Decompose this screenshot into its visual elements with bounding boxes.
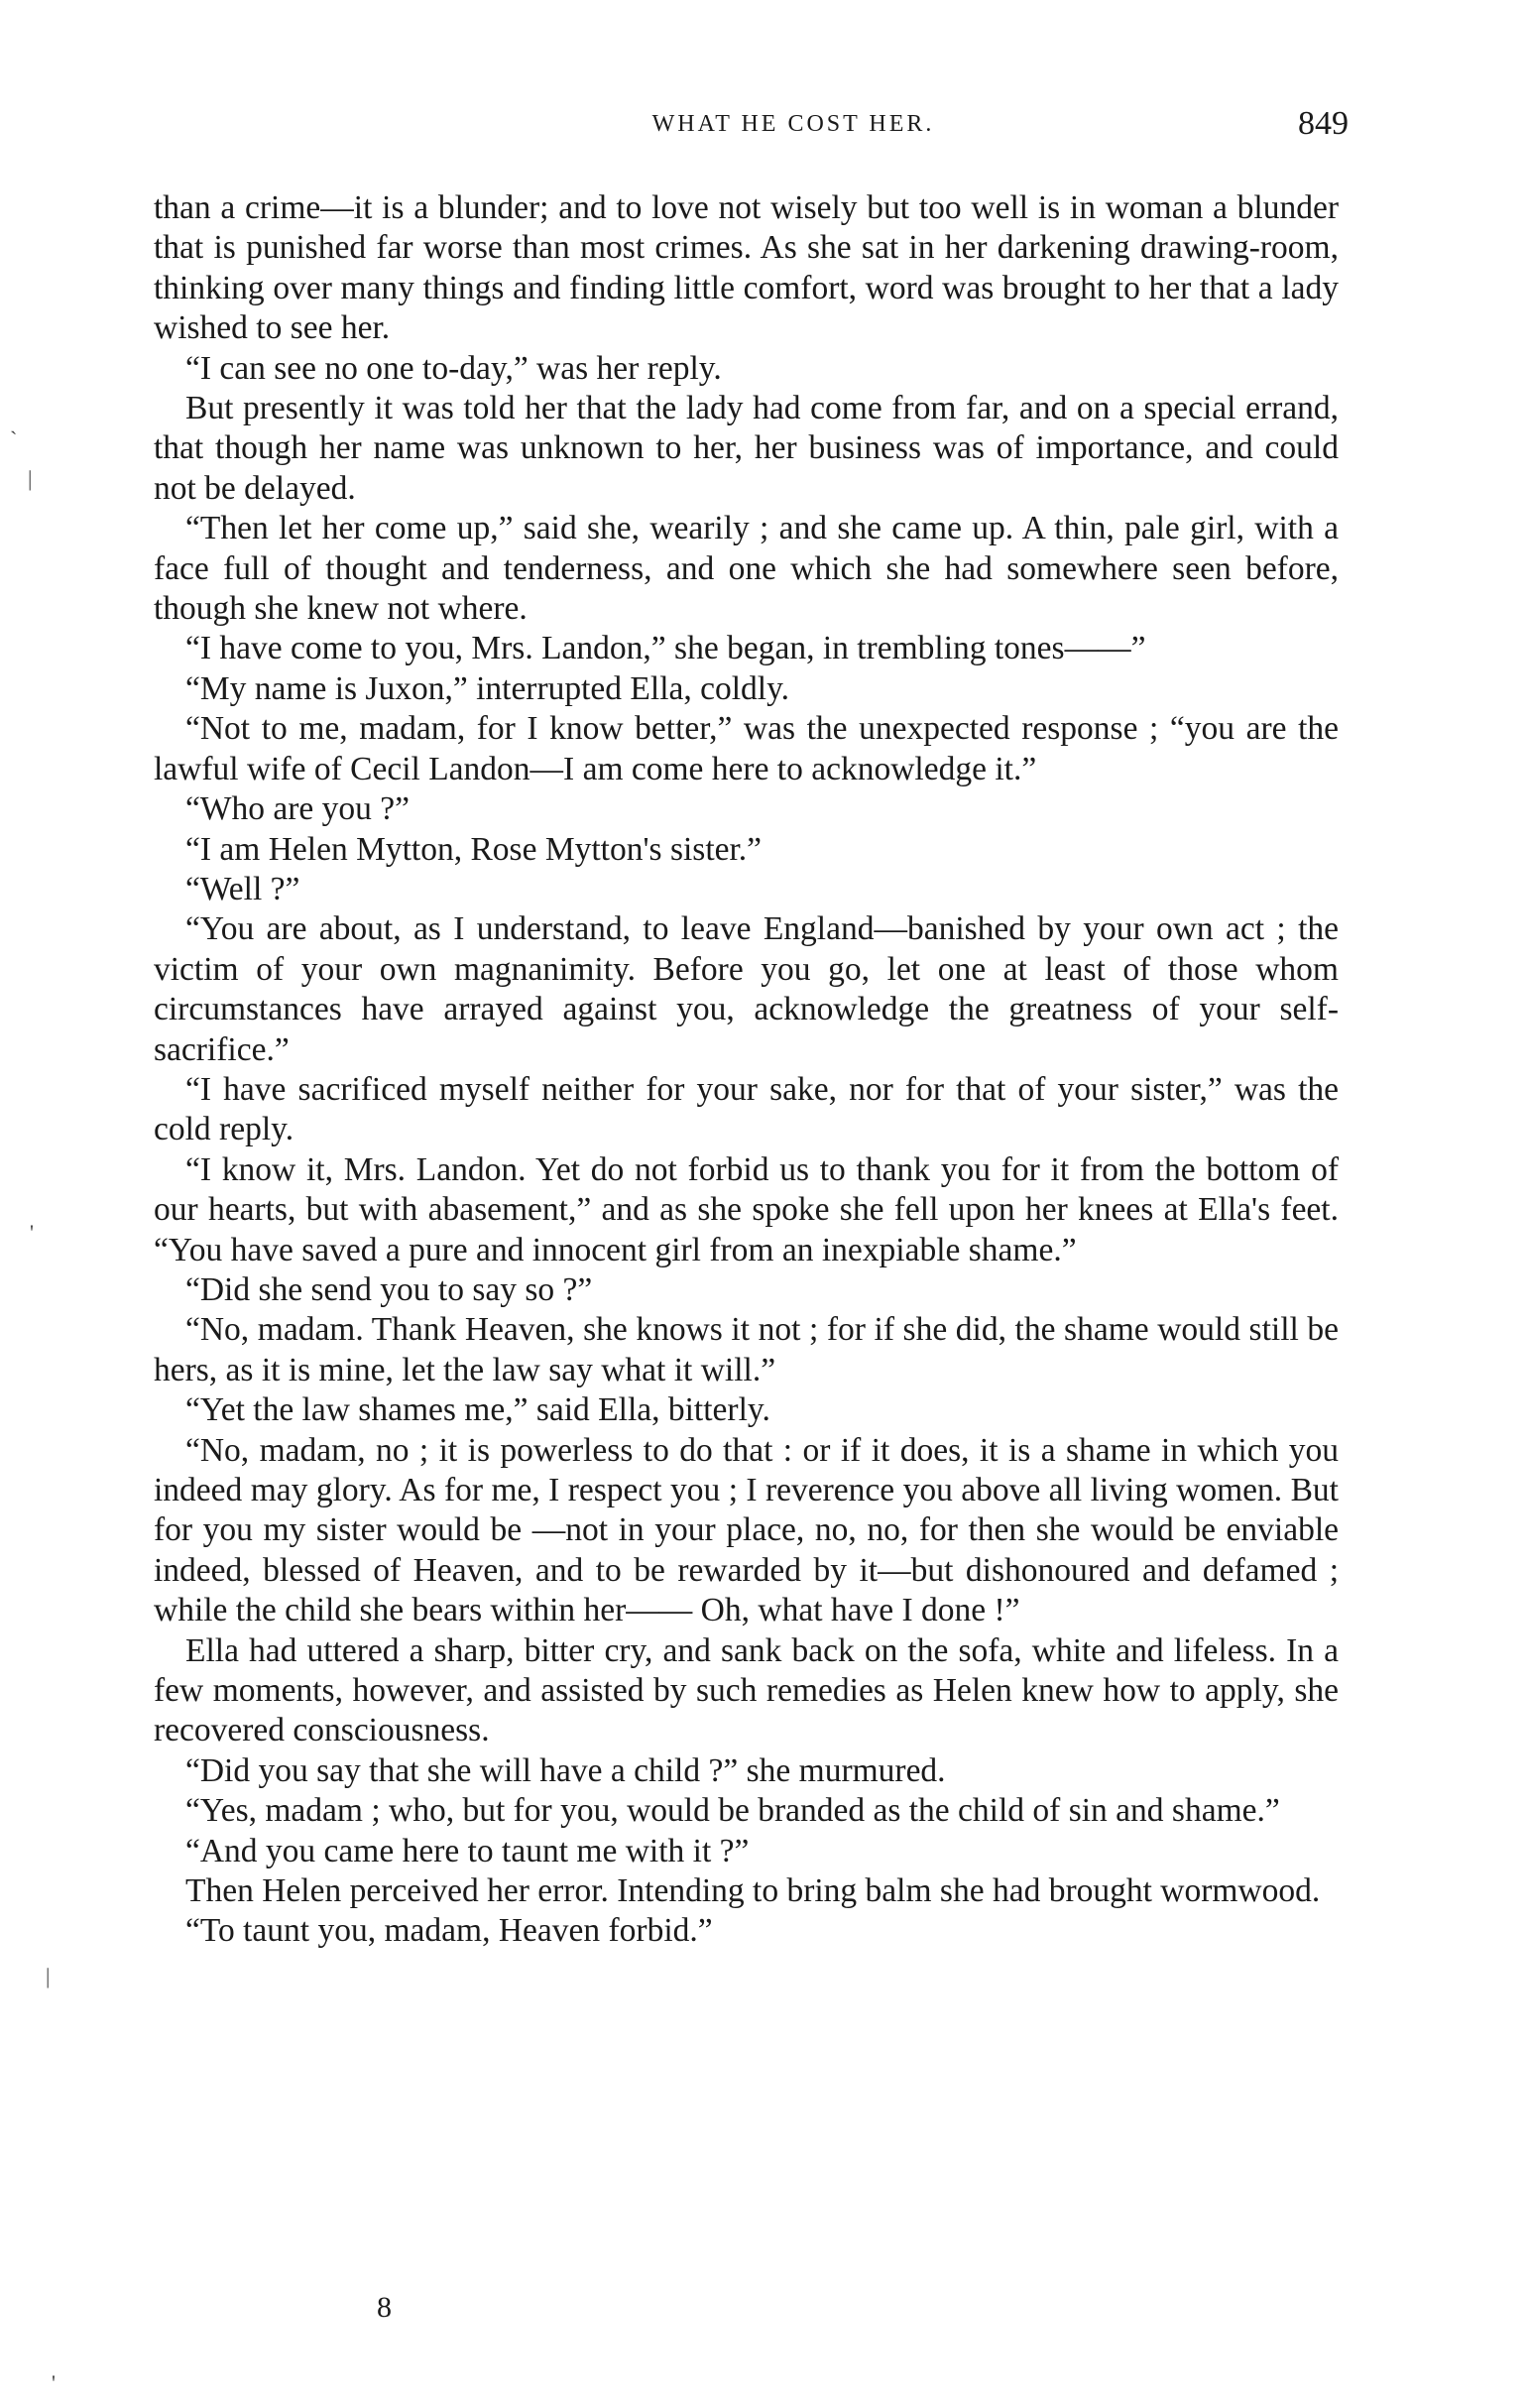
signature-mark: 8 xyxy=(377,2291,392,2324)
paragraph: “Not to me, madam, for I know better,” was the unexpected response ; “you are the lawful wife of Cecil Landon—I am come here to acknowledge it.” xyxy=(154,710,1339,787)
paragraph: “I can see no one to-day,” was her reply. xyxy=(185,349,722,387)
scan-speck: ' xyxy=(52,2370,56,2395)
paragraph: “Then let her come up,” said she, wearily ; and she came up. A thin, pale girl, with a face full of thought and tenderness, and one which she had somewhere seen before, though she knew not where. xyxy=(154,510,1339,628)
paragraph: “I know it, Mrs. Landon. Yet do not forbid us to thank you for it from the bottom of our hearts, but with abasement,” and as she spoke she fell upon her knees at Ella's feet. “You have saved a pure and innocent girl from an inexpiable shame.” xyxy=(154,1150,1339,1268)
paragraph: “Did she send you to say so ?” xyxy=(185,1270,593,1308)
paragraph: “Who are you ?” xyxy=(185,790,410,828)
body-text xyxy=(154,188,1339,1952)
scan-speck: | xyxy=(46,1964,51,1988)
paragraph: “To taunt you, madam, Heaven forbid.” xyxy=(185,1912,713,1950)
paragraph: “No, madam, no ; it is powerless to do that : or if it does, it is a shame in which you indeed may glory. As for me, I respect you ; I reverence you above all living women. But for you my sister would be —not in your place, no, no, for then she would be enviable indeed, blessed of Heaven, and to be rewarded by it—but dishonoured and defamed ; while the child she bears within her—— Oh, what have I done !” xyxy=(154,1431,1339,1629)
paragraph: “No, madam. Thank Heaven, she knows it not ; for if she did, the shame would still be hers, as it is mine, let the law say what it will.” xyxy=(154,1311,1339,1388)
paragraph: Ella had uttered a sharp, bitter cry, and sank back on the sofa, white and lifeless. In a few moments, however, and assisted by such remedies as Helen knew how to apply, she recovered consciousness. xyxy=(154,1631,1339,1749)
paragraph: “And you came here to taunt me with it ?” xyxy=(185,1832,750,1869)
paragraph: “I am Helen Mytton, Rose Mytton's sister.” xyxy=(185,830,763,868)
paragraph: “Yes, madam ; who, but for you, would be branded as the child of sin and shame.” xyxy=(185,1792,1280,1830)
scan-speck: ` xyxy=(10,426,18,451)
paragraph: “My name is Juxon,” interrupted Ella, coldly. xyxy=(185,669,790,707)
paragraph: “I have sacrificed myself neither for your sake, nor for that of your sister,” was the cold reply. xyxy=(154,1070,1339,1148)
paragraph: “Did you say that she will have a child ?” she murmured. xyxy=(185,1751,946,1789)
paragraph: than a crime—it is a blunder; and to love not wisely but too well is in woman a blunder that is punished far worse than most crimes. As she sat in her darkening drawing-room, thinking over many things and finding little comfort, word was brought to her that a lady wished to see her. xyxy=(154,189,1339,347)
paragraph: “Yet the law shames me,” said Ella, bitterly. xyxy=(185,1391,770,1429)
paragraph: “I have come to you, Mrs. Landon,” she began, in trembling tones——” xyxy=(185,630,1146,667)
paragraph: “Well ?” xyxy=(185,870,300,907)
paragraph: “You are about, as I understand, to leave England—banished by your own act ; the victim of your own magnanimity. Before you go, let one at least of those whom circumstances have arrayed against you, acknowledge the greatness of your self-sacrifice.” xyxy=(154,910,1339,1068)
paragraph: Then Helen perceived her error. Intending to bring balm she had brought wormwood. xyxy=(185,1872,1321,1910)
running-title: WHAT HE COST HER. xyxy=(651,111,935,137)
scan-speck: | xyxy=(28,466,33,491)
scan-speck: ' xyxy=(30,1220,34,1245)
paragraph: But presently it was told her that the lady had come from far, and on a special errand, that though her name was unknown to her, her business was of importance, and could not be delayed. xyxy=(154,390,1339,507)
page-number: 849 xyxy=(1298,105,1349,142)
